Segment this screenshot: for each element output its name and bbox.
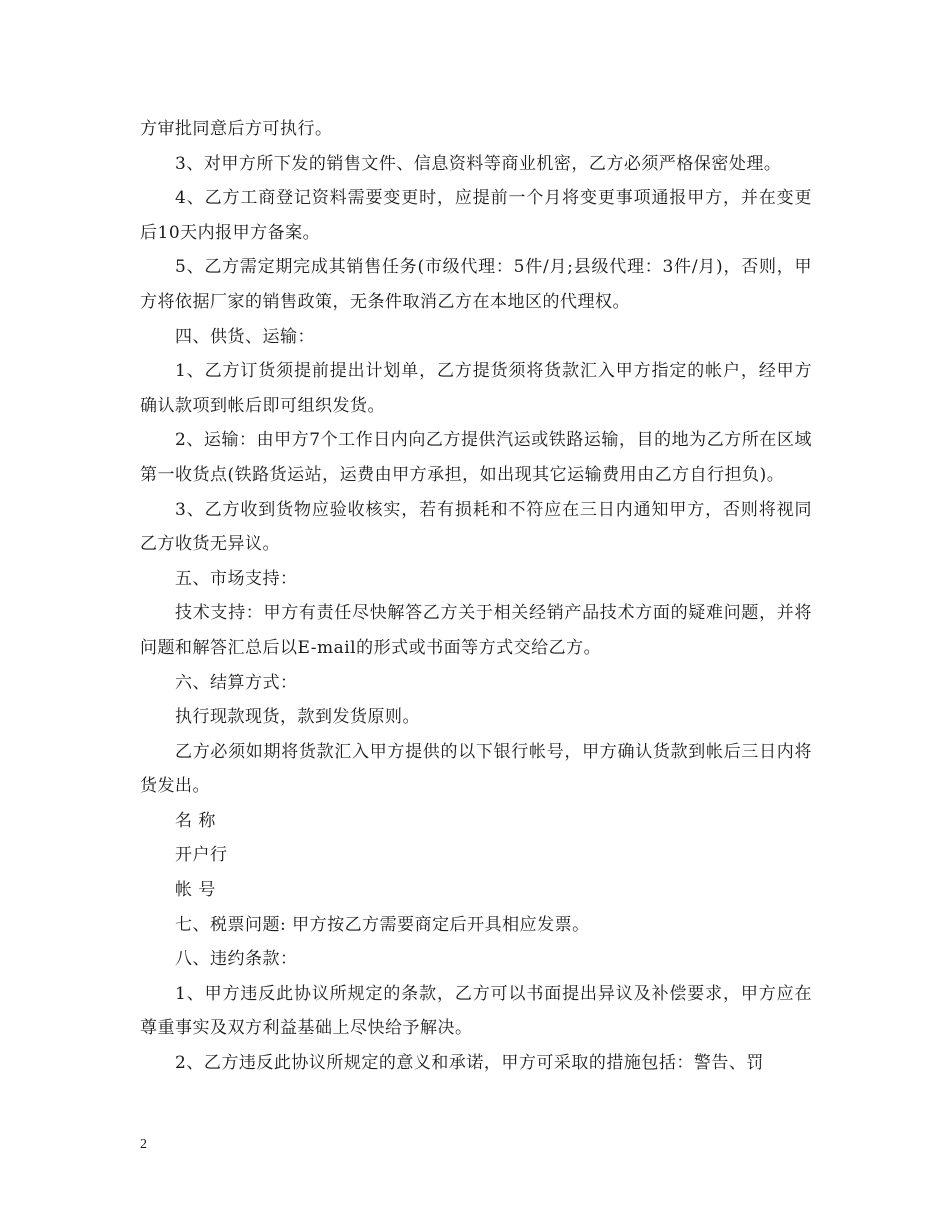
paragraph: 帐 号	[175, 880, 216, 901]
paragraph: 四、供货、运输：	[175, 326, 315, 347]
page-number: 2	[140, 1137, 147, 1152]
paragraph: 方审批同意后方可执行。	[140, 119, 333, 139]
paragraph: 执行现款现货，款到发货原则。	[175, 707, 420, 728]
paragraph: 技术支持：甲方有责任尽快解答乙方关于相关经销产品技术方面的疑难问题，并将问题和解答汇总后以E-mail的形式或书面等方式交给乙方。	[140, 603, 812, 658]
paragraph: 1、乙方订货须提前提出计划单，乙方提货须将货款汇入甲方指定的帐户，经甲方确认款项到帐后即可组织发货。	[140, 361, 812, 416]
paragraph: 3、乙方收到货物应验收核实，若有损耗和不符应在三日内通知甲方，否则将视同乙方收货无异议。	[140, 499, 812, 555]
paragraph: 五、市场支持：	[175, 568, 298, 589]
paragraph: 5、乙方需定期完成其销售任务(市级代理：5件/月;县级代理：3件/月)，否则，甲方将依据厂家的销售政策，无条件取消乙方在本地区的代理权。	[140, 257, 812, 312]
paragraph: 3、对甲方所下发的销售文件、信息资料等商业机密，乙方必须严格保密处理。	[175, 153, 782, 174]
paragraph: 乙方必须如期将货款汇入甲方提供的以下银行帐号，甲方确认货款到帐后三日内将货发出。	[140, 741, 812, 797]
paragraph: 1、甲方违反此协议所规定的条款，乙方可以书面提出异议及补偿要求，甲方应在尊重事实及双方利益基础上尽快给予解决。	[140, 983, 812, 1039]
paragraph: 4、乙方工商登记资料需要变更时，应提前一个月将变更事项通报甲方，并在变更后10天内报甲方备案。	[140, 188, 812, 243]
paragraph: 开户行	[175, 845, 228, 866]
paragraph: 八、违约条款：	[175, 949, 298, 970]
paragraph: 名 称	[175, 810, 216, 831]
paragraph: 2、乙方违反此协议所规定的意义和承诺，甲方可采取的措施包括：警告、罚	[175, 1053, 764, 1074]
document-body	[140, 112, 812, 1081]
paragraph: 2、运输：由甲方7个工作日内向乙方提供汽运或铁路运输，目的地为乙方所在区域第一收货点(铁路货运站，运费由甲方承担，如出现其它运输费用由乙方自行担负)。	[140, 430, 812, 485]
paragraph: 六、结算方式：	[175, 672, 298, 693]
paragraph: 七、税票问题: 甲方按乙方需要商定后开具相应发票。	[175, 914, 590, 935]
